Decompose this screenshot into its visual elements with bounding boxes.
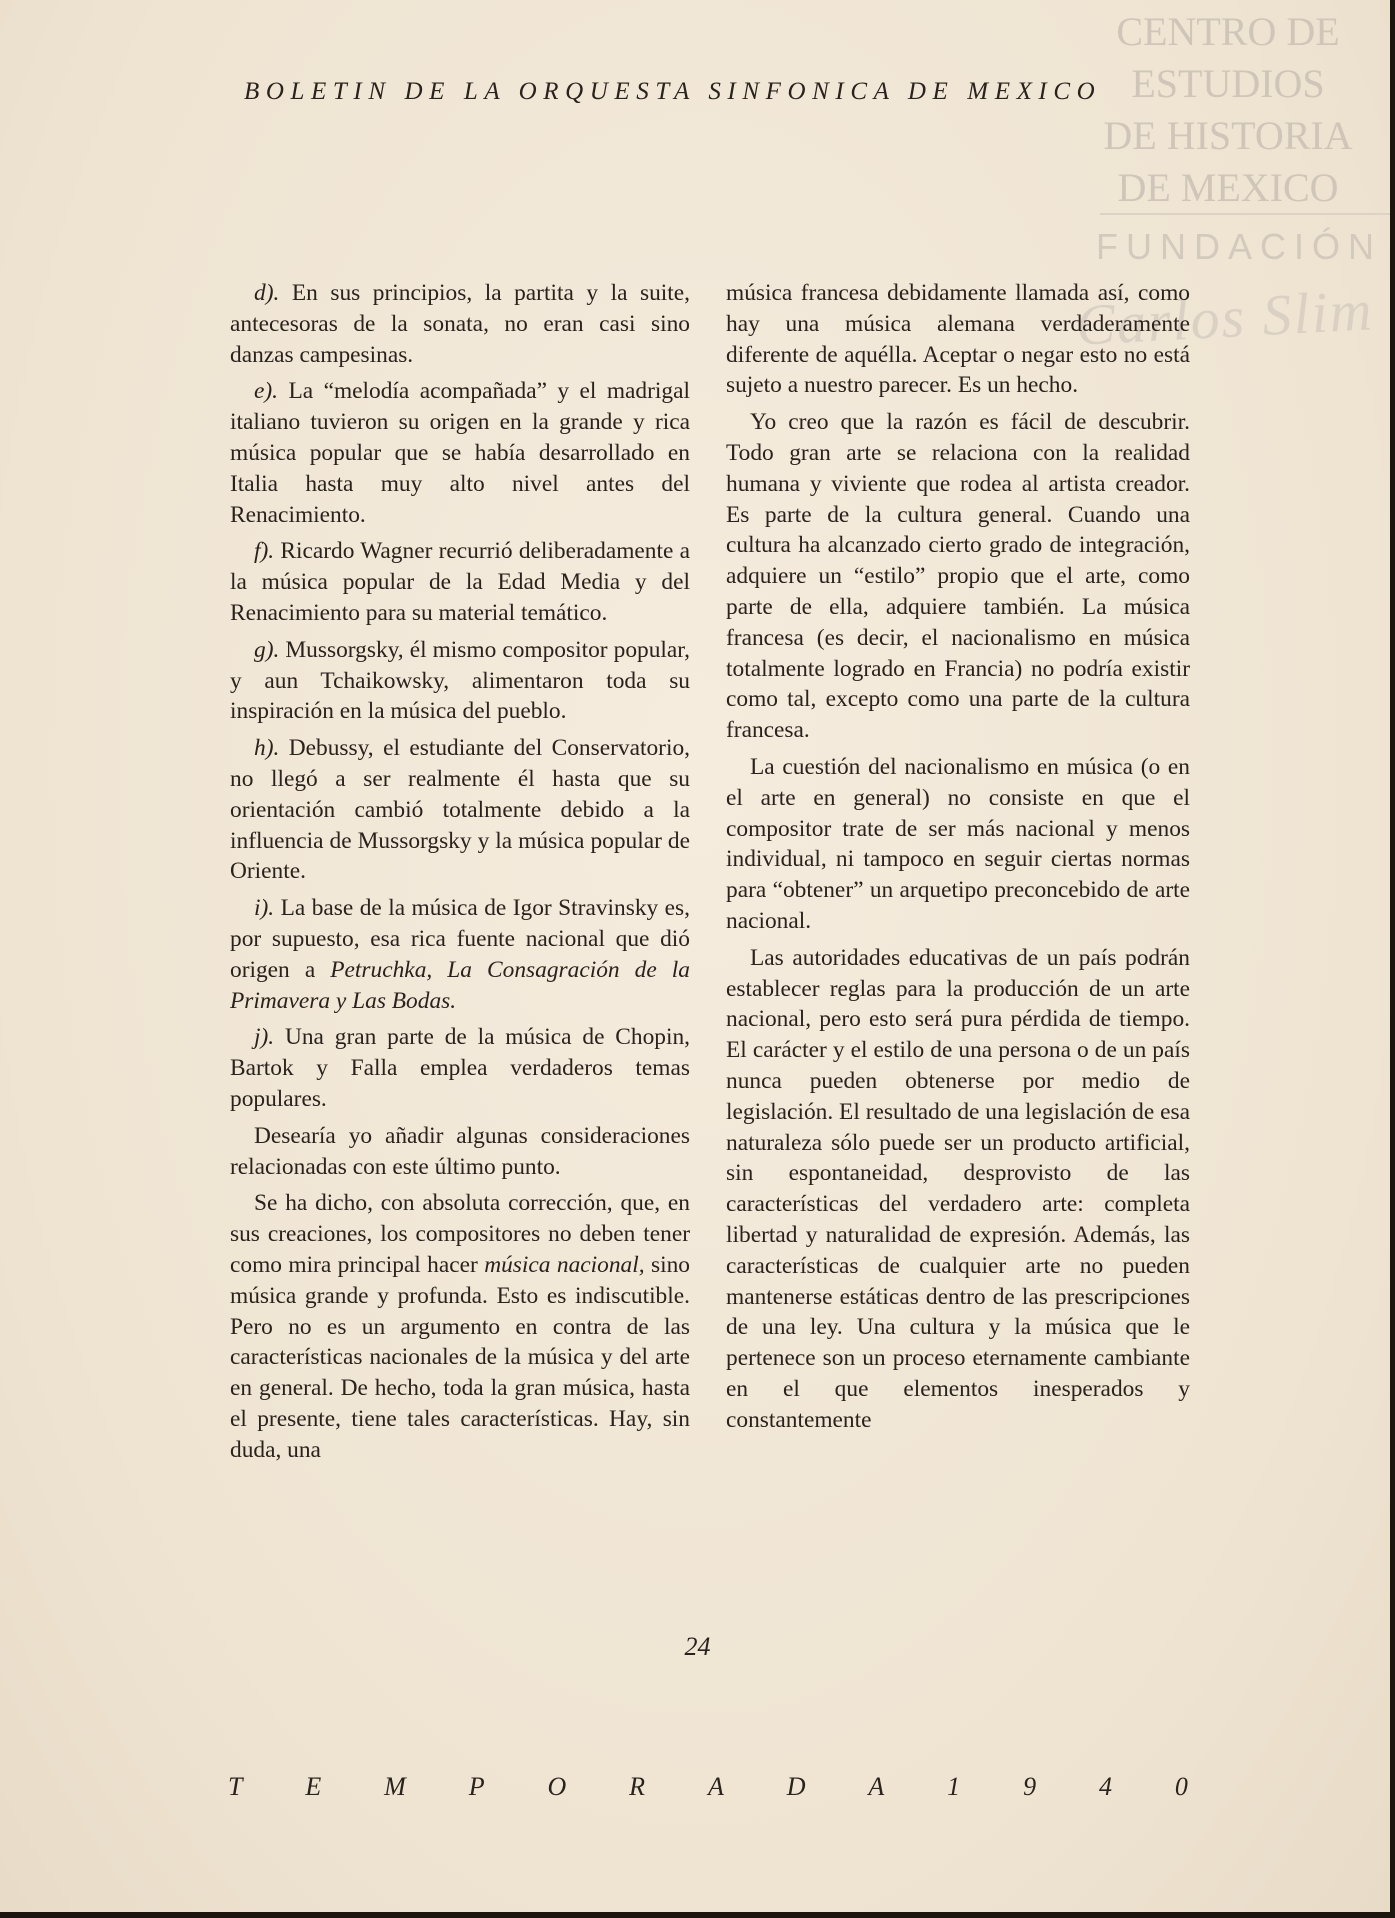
- paragraph: [230, 1188, 690, 1465]
- paragraph: [230, 278, 690, 370]
- paragraph-text: La “melodía acompañada” y el madrigal italiano tuvieron su origen en la grande y rica música popular que se había desarrollado en Italia hasta muy alto nivel antes del Renacimiento.: [230, 378, 690, 528]
- work-titles: Petruchka, La Consagración de la Primavera y Las Bodas.: [230, 956, 690, 1014]
- paragraph-text: Se ha dicho, con absoluta corrección, que, en sus creaciones, los compositores no deben tener como mira principal hacer: [230, 1190, 690, 1278]
- watermark-signature: Carlos Slim: [1074, 277, 1376, 358]
- paragraph-text: Mussorgsky, él mismo compositor popular, y aun Tchaikowsky, alimentaron toda su inspiración en la música del pueblo.: [230, 636, 690, 725]
- paragraph: Yo creo que la razón es fácil de descubrir. Todo gran arte se relaciona con la realidad humana y viviente que rodea al artista creador. Es parte de la cultura general. Cuando una cultura ha alcanzado cierto grado de integración, adquiere un “estilo” propio que el arte, como parte de ella, adquiere también. La música francesa (es decir, el nacionalismo en música totalmente logrado en Francia) no podría existir como tal, excepto como una parte de la cultura francesa.: [726, 409, 1190, 744]
- item-label: f).: [254, 538, 275, 565]
- watermark-line: CENTRO DE: [1116, 9, 1340, 54]
- footer-letter: O: [547, 1772, 567, 1801]
- paragraph: La cuestión del nacionalismo en música (o en el arte en general) no consiste en que el compositor trate de ser más nacional y menos individual, ni tampoco en seguir ciertas normas para “obtener” un arquetipo preconcebido de arte nacional.: [726, 753, 1190, 934]
- footer-letter: M: [384, 1772, 406, 1801]
- right-column: [726, 278, 1190, 1441]
- paragraph: música francesa debidamente llamada así, como hay una música alemana verdaderamente diferente de aquélla. Aceptar o negar esto no está sujeto a nuestro parecer. Es un hecho.: [726, 280, 1190, 399]
- watermark-divider: [1100, 213, 1390, 215]
- footer-letter: A: [868, 1772, 885, 1801]
- watermark-line: DE HISTORIA: [1103, 113, 1353, 158]
- running-header: BOLETIN DE LA ORQUESTA SINFONICA DE MEXICO: [244, 78, 1102, 105]
- paragraph: [230, 893, 690, 1016]
- paragraph-text: En sus principios, la partita y la suite, antecesoras de la sonata, no eran casi sino danzas campesinas.: [230, 280, 690, 368]
- footer-letter: 0: [1174, 1772, 1188, 1801]
- paragraph-text: Ricardo Wagner recurrió deliberadamente a la música popular de la Edad Media y del Renacimiento para su material temático.: [230, 538, 690, 626]
- paragraph: [230, 376, 690, 530]
- watermark-line: DE MEXICO: [1117, 165, 1339, 210]
- item-label: d).: [254, 280, 280, 306]
- item-label: j).: [254, 1024, 275, 1051]
- paragraph-text: La base de la música de Igor Stravinsky es, por supuesto, esa rica fuente nacional que dió origen a: [230, 895, 690, 983]
- footer-letter: P: [468, 1772, 485, 1801]
- emphasis: música nacional,: [484, 1251, 645, 1278]
- item-label: h).: [254, 735, 280, 762]
- paragraph: [230, 733, 690, 887]
- season-footer: [228, 1772, 1188, 1802]
- page-number: 24: [684, 1632, 711, 1661]
- paragraph-text: sino música grande y profunda. Esto es indiscutible. Pero no es un argumento en contra de las características nacionales de la música y del arte en general. De hecho, toda la gran música, hasta el presente, tiene tales características. Hay, sin duda, una: [230, 1251, 690, 1463]
- left-column: [230, 278, 690, 1471]
- item-label: g).: [254, 636, 280, 663]
- footer-letter: A: [707, 1772, 724, 1801]
- paragraph-text: Desearía yo añadir algunas consideraciones relacionadas con este último punto.: [230, 1122, 690, 1180]
- paragraph: [230, 1022, 690, 1114]
- paragraph: [230, 1121, 690, 1183]
- paragraph: [230, 536, 690, 628]
- footer-letter: D: [786, 1772, 806, 1801]
- footer-letter: 9: [1023, 1772, 1037, 1801]
- footer-letter: 1: [947, 1772, 961, 1801]
- footer-letter: R: [629, 1772, 646, 1801]
- watermark-foundation: FUNDACIÓN: [1096, 226, 1382, 267]
- watermark-line: ESTUDIOS: [1131, 61, 1325, 106]
- paragraph-text: Debussy, el estudiante del Conservatorio, no llegó a ser realmente él hasta que su orientación cambió totalmente debido a la influencia de Mussorgsky y la música popular de Oriente.: [230, 735, 690, 885]
- footer-letter: T: [228, 1772, 243, 1801]
- footer-letter: 4: [1098, 1772, 1112, 1801]
- paragraph: [230, 635, 690, 727]
- paragraph-text: Una gran parte de la música de Chopin, Bartok y Falla emplea verdaderos temas populares.: [230, 1024, 690, 1112]
- item-label: e).: [254, 378, 279, 405]
- item-label: i).: [254, 895, 275, 922]
- paragraph: Las autoridades educativas de un país podrán establecer reglas para la producción de un arte nacional, pero esto será pura pérdida de tiempo. El carácter y el estilo de una persona o de un país nunca pueden obtenerse por medio de legislación. El resultado de una legislación de esa naturaleza sólo puede ser un producto artificial, sin espontaneidad, desprovisto de las características del verdadero arte: completa libertad y naturalidad de expresión. Además, las características de cualquier arte no pueden mantenerse estáticas dentro de las prescripciones de una ley. Una cultura y la música que le pertenece son un proceso eternamente cambiante en el que elementos inesperados y constantemente: [726, 944, 1190, 1433]
- footer-letter: E: [305, 1772, 322, 1801]
- archive-watermark: [1088, 6, 1368, 214]
